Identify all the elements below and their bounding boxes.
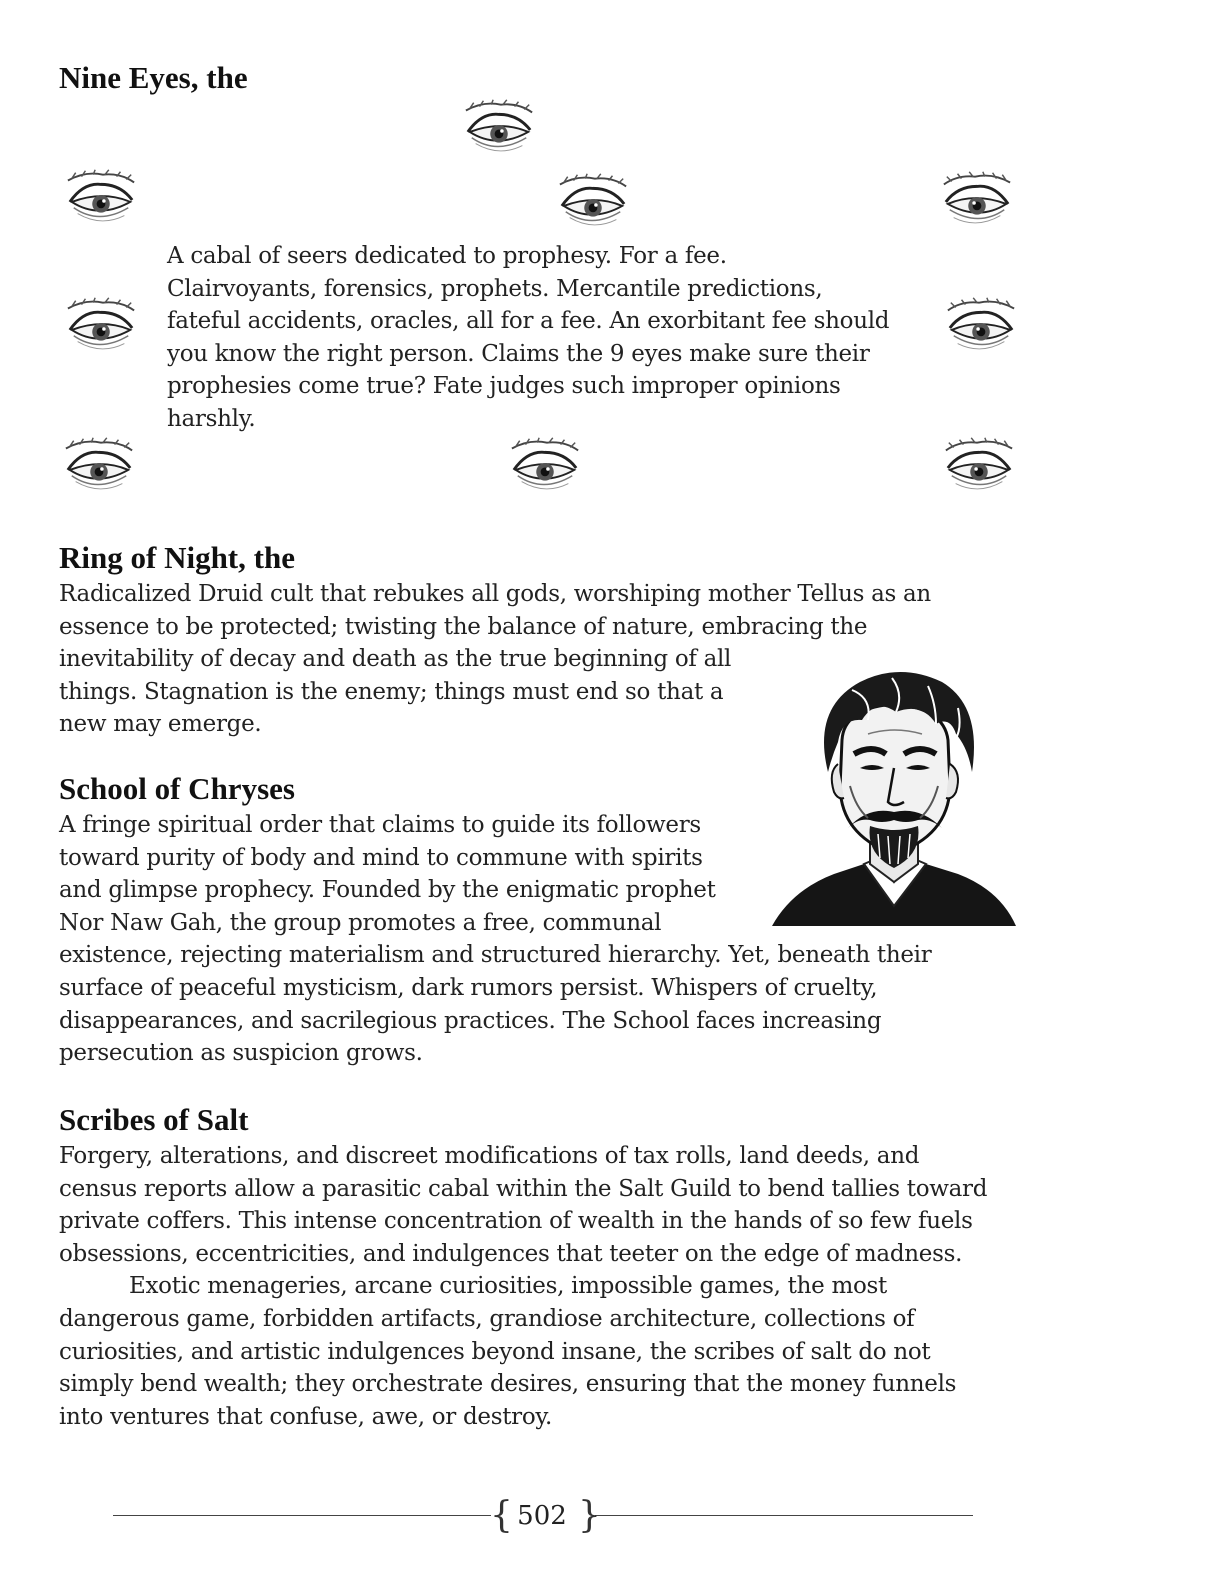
text-line: fateful accidents, oracles, all for a fee. An exorbitant fee should xyxy=(167,308,890,335)
text-line: toward purity of body and mind to commune with spirits xyxy=(59,844,703,871)
text-line: simply bend wealth; they orchestrate desires, ensuring that the money funnels xyxy=(59,1371,957,1398)
text-line: and glimpse prophecy. Founded by the enigmatic prophet xyxy=(59,877,716,904)
text-line: into ventures that confuse, awe, or destroy. xyxy=(59,1403,553,1430)
eye-icon xyxy=(508,436,582,498)
text-line: you know the right person. Claims the 9 eyes make sure their xyxy=(167,340,870,367)
text-line: essence to be protected; twisting the balance of nature, embracing the xyxy=(59,613,868,640)
nine-eyes-description xyxy=(167,240,889,436)
section-title-ring-of-night: Ring of Night, the xyxy=(59,540,295,575)
text-line: census reports allow a parasitic cabal within the Salt Guild to bend tallies toward xyxy=(59,1175,988,1202)
text-line: inevitability of decay and death as the true beginning of all xyxy=(59,646,732,673)
text-line: surface of peaceful mysticism, dark rumors persist. Whispers of cruelty, xyxy=(59,974,878,1001)
section-title-school-of-chryses: School of Chryses xyxy=(59,771,295,806)
text-line: private coffers. This intense concentration of wealth in the hands of so few fuels xyxy=(59,1208,973,1235)
text-line: persecution as suspicion grows. xyxy=(59,1040,423,1067)
text-line: dangerous game, forbidden artifacts, grandiose architecture, collections of xyxy=(59,1305,915,1332)
eye-icon xyxy=(64,168,138,230)
page-number-left-bracket: { xyxy=(490,1495,513,1536)
eye-icon xyxy=(944,296,1018,358)
page-number: 502 xyxy=(517,1501,567,1531)
text-line: disappearances, and sacrilegious practices. The School faces increasing xyxy=(59,1007,882,1034)
school-of-chryses-description xyxy=(59,809,931,1070)
section-title-scribes-of-salt: Scribes of Salt xyxy=(59,1102,249,1137)
text-line: obsessions, eccentricities, and indulgences that teeter on the edge of madness. xyxy=(59,1240,963,1267)
text-line: Nor Naw Gah, the group promotes a free, communal xyxy=(59,909,662,936)
text-line: Radicalized Druid cult that rebukes all gods, worshiping mother Tellus as an xyxy=(59,581,931,607)
page-number-right-bracket: } xyxy=(578,1495,601,1536)
eye-icon xyxy=(64,296,138,358)
eye-icon xyxy=(942,436,1016,498)
text-line: things. Stagnation is the enemy; things must end so that a xyxy=(59,678,724,705)
text-line: Exotic menageries, arcane curiosities, impossible games, the most xyxy=(129,1273,887,1300)
text-line: A fringe spiritual order that claims to guide its followers xyxy=(59,812,701,838)
footer-rule-left xyxy=(113,1515,491,1516)
eye-icon xyxy=(940,170,1014,232)
text-line: curiosities, and artistic indulgences beyond insane, the scribes of salt do not xyxy=(59,1338,931,1365)
scribes-of-salt-description xyxy=(59,1140,987,1433)
eye-icon xyxy=(462,98,536,160)
section-title-nine-eyes: Nine Eyes, the xyxy=(59,60,248,95)
text-line: harshly. xyxy=(167,405,256,432)
text-line: existence, rejecting materialism and structured hierarchy. Yet, beneath their xyxy=(59,942,932,969)
text-line: prophesies come true? Fate judges such improper opinions xyxy=(167,373,841,400)
eye-icon xyxy=(62,436,136,498)
eye-icon xyxy=(556,172,630,234)
text-line: A cabal of seers dedicated to prophesy. For a fee. xyxy=(167,243,727,269)
text-line: Forgery, alterations, and discreet modifications of tax rolls, land deeds, and xyxy=(59,1143,920,1169)
text-line: Clairvoyants, forensics, prophets. Mercantile predictions, xyxy=(167,275,823,302)
text-line: new may emerge. xyxy=(59,711,262,738)
footer-rule-right xyxy=(595,1515,973,1516)
